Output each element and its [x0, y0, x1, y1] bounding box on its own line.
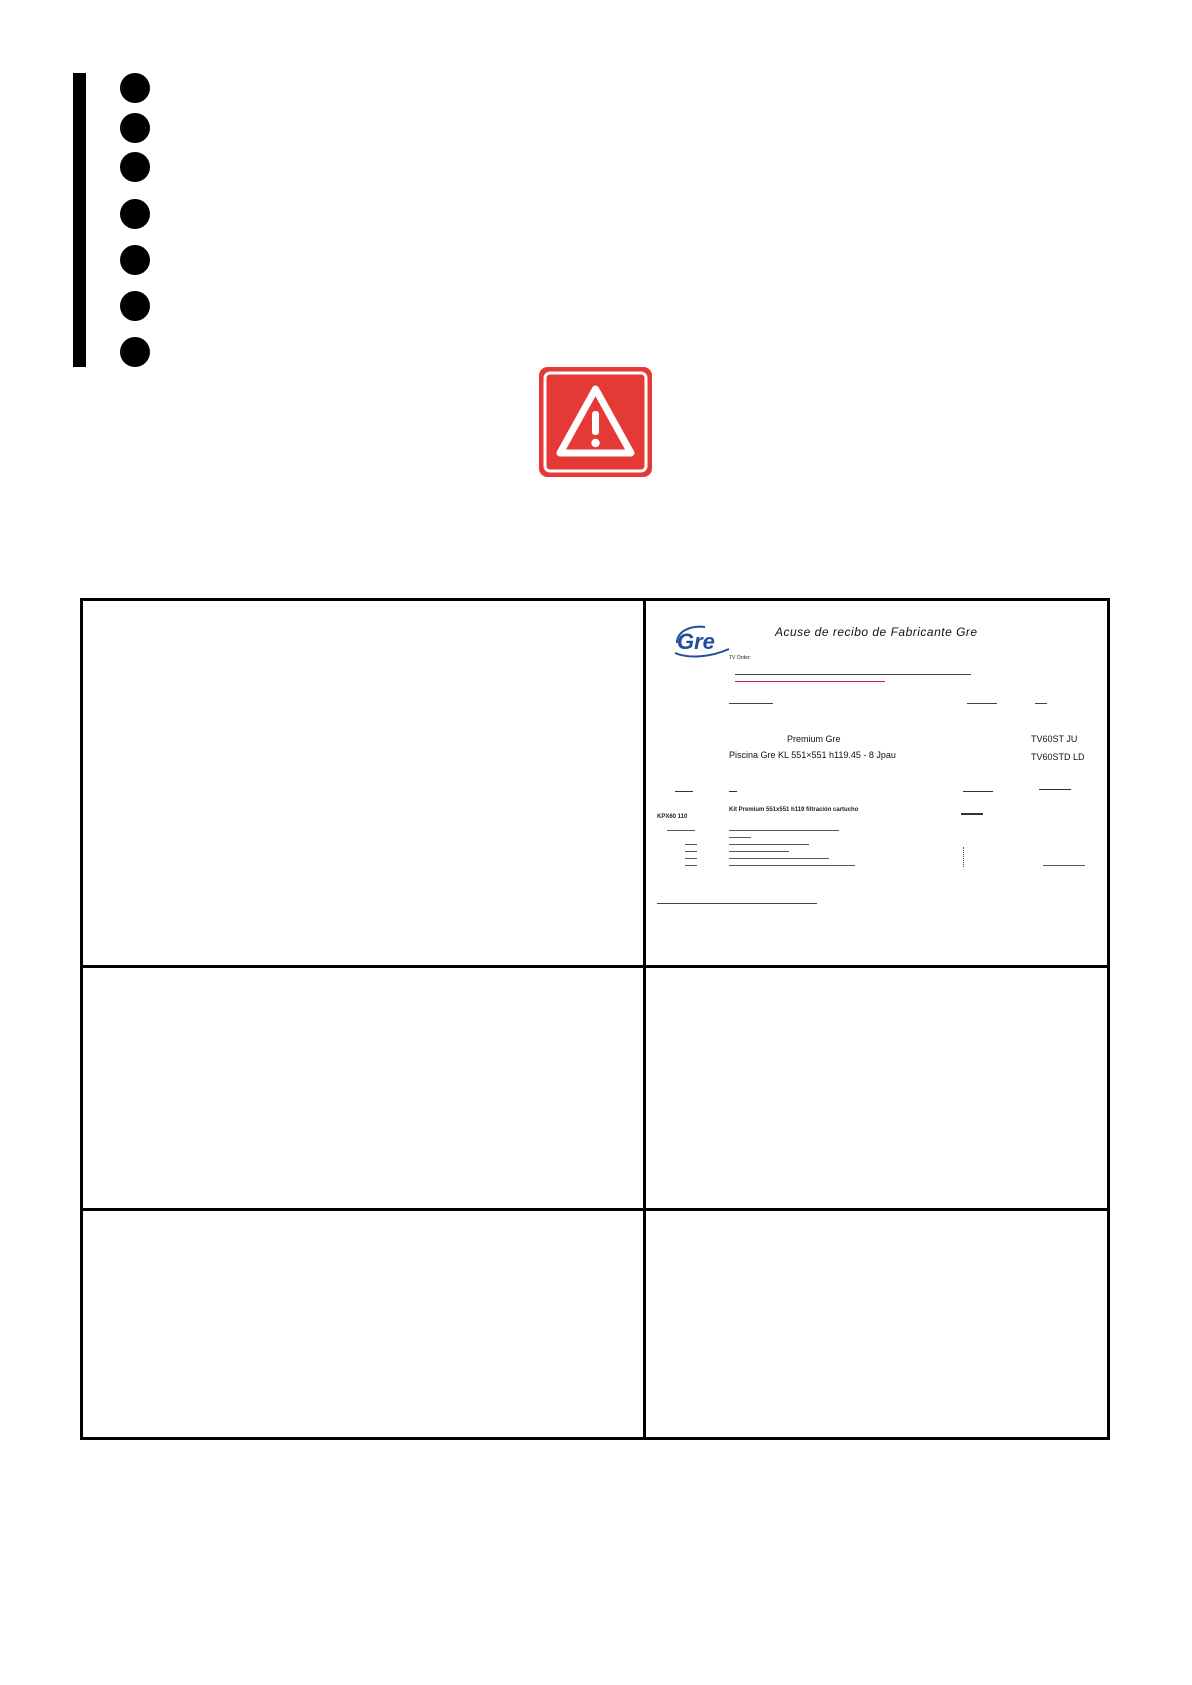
order-label: TV Order:: [729, 655, 751, 661]
qty-mark: [961, 813, 983, 815]
row-line: [729, 837, 751, 838]
row-line: [1043, 865, 1085, 866]
row-line: [667, 830, 695, 831]
bullet-dot: [120, 245, 150, 275]
info-line-red: [735, 681, 885, 682]
row-line: [685, 844, 697, 845]
product-line-1: Premium Gre: [787, 734, 841, 744]
bullet-dot: [120, 73, 150, 103]
warning-triangle-icon: [539, 367, 652, 477]
document-title: Acuse de recibo de Fabricante Gre: [775, 625, 978, 639]
bullet-dot: [120, 199, 150, 229]
cell-text-2: [83, 968, 643, 1208]
row-line: [729, 851, 789, 852]
product-line-2: Piscina Gre KL 551×551 h119.45 - 8 Jpau: [729, 750, 896, 760]
info-line: [1035, 703, 1047, 704]
cell-text-1: [83, 601, 643, 965]
row-line: [729, 830, 839, 831]
first-row-desc: Kit Premium 551x551 h119 filtración cartucho: [729, 807, 859, 813]
table-header-line: [729, 791, 737, 792]
row-line: [685, 851, 697, 852]
cell-image-3: [646, 1211, 1107, 1437]
row-line: [729, 865, 855, 866]
bullet-dot: [120, 337, 150, 367]
bullet-dot: [120, 113, 150, 143]
info-line: [729, 703, 773, 704]
instruction-table: [80, 598, 1110, 1440]
table-header-line: [1039, 789, 1071, 790]
qty-column: [963, 847, 976, 867]
gre-logo: [671, 623, 733, 659]
first-row-code: KPX60 110: [657, 814, 688, 820]
model-code-1: TV60ST JU: [1031, 734, 1078, 744]
table-header-line: [675, 791, 693, 792]
cell-image-2: [646, 968, 1107, 1208]
delivery-label-document: [651, 607, 1103, 962]
row-line: [685, 865, 697, 866]
model-code-2: TV60STD LD: [1031, 752, 1085, 762]
info-line: [967, 703, 997, 704]
table-header-line: [963, 791, 993, 792]
footnote-line: [657, 903, 817, 904]
bullet-dot: [120, 291, 150, 321]
left-vertical-bar: [73, 73, 86, 367]
cell-text-3: [83, 1211, 643, 1437]
row-line: [729, 858, 829, 859]
row-line: [729, 844, 809, 845]
svg-text:Gre: Gre: [677, 629, 715, 654]
row-line: [685, 858, 697, 859]
bullet-dot: [120, 152, 150, 182]
info-line: [735, 674, 971, 675]
